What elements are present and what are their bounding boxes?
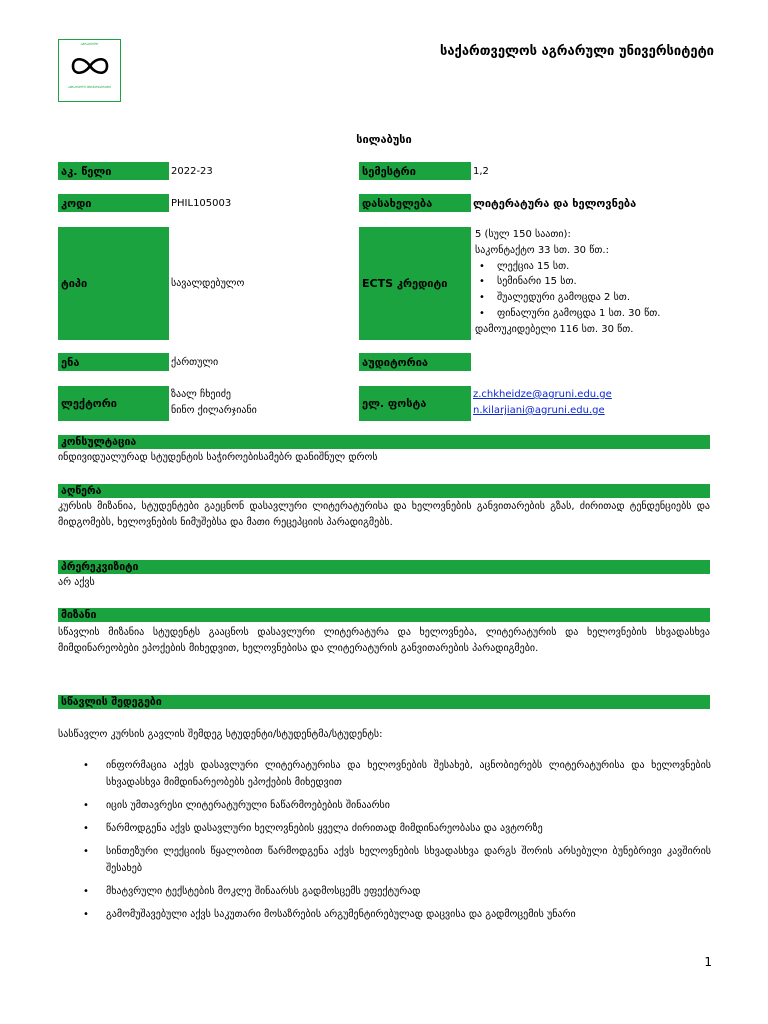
prerequisite-text: არ აქვს: [58, 577, 95, 588]
outcomes-list: [83, 757, 711, 929]
type-value: სავალდებულო: [171, 278, 245, 289]
ects-independent: დამოუკიდებელი 116 სთ. 30 წთ.: [475, 323, 634, 335]
list-item: • მხატვრული ტექსტების მოკლე შინაარსს გადმოსცემს ეფექტურად: [83, 883, 711, 900]
language-value: ქართული: [171, 356, 219, 368]
language-label: ენა: [58, 353, 169, 371]
prerequisite-heading: პრერეკვიზიტი: [58, 560, 710, 574]
description-heading: აღწერა: [58, 484, 710, 498]
code-label: კოდი: [58, 194, 169, 212]
year-label: აკ. წელი: [58, 162, 169, 180]
course-name-value: ლიტერატურა და ხელოვნება: [473, 196, 637, 210]
logo-top-text: ᲐᲒᲠᲐᲠᲣᲚᲘ: [80, 42, 99, 46]
list-item: • სემინარი 15 სთ.: [475, 274, 660, 290]
list-item: • სინთეზური ლექციის წყალობით წარმოდგენა აქვს ხელოვნების სხვადასხვა დარგს შორის არსებული ბუნებრივი კავშირის შესახებ: [83, 843, 711, 877]
semester-value: 1,2: [473, 165, 489, 177]
email-link[interactable]: n.kilarjiani@agruni.edu.ge: [473, 405, 605, 416]
code-value: PHIL105003: [171, 197, 232, 209]
lecturer-name: ზაალ ჩხეიძე: [171, 389, 231, 400]
page-title: სილაბუსი: [356, 133, 412, 146]
ects-contact: საკონტაქტო 33 სთ. 30 წთ.:: [475, 244, 609, 256]
description-text: კურსის მიზანია, სტუდენტები გაეცნონ დასავლური ლიტერატურისა და ხელოვნების განვითარების გზას, ძირითად ტენდენციებს და მიდგომებს, ხელოვნების ნიმუშებსა და მათი რეცეპციის პარადიგმებს.: [58, 501, 710, 528]
course-name-label: დასახელება: [359, 194, 471, 212]
outcomes-intro: სასწავლო კურსის გავლის შემდეგ სტუდენტი/სტუდენტმა/სტუდენტს:: [58, 729, 383, 740]
email-label: ელ. ფოსტა: [359, 386, 471, 421]
list-item: • წარმოდგენა აქვს დასავლური ხელოვნების ყველა ძირითად მიმდინარეობასა და ავტორზე: [83, 820, 711, 837]
list-item: • შუალედური გამოცდა 2 სთ.: [475, 290, 660, 306]
page-number: 1: [704, 955, 712, 969]
outcomes-heading: სწავლის შედეგები: [58, 695, 710, 709]
list-item: • ფინალური გამოცდა 1 სთ. 30 წთ.: [475, 306, 660, 322]
email-link[interactable]: z.chkheidze@agruni.edu.ge: [473, 389, 612, 400]
consultation-text: ინდივიდუალურად სტუდენტის საჭიროებისამებრ დანიშნულ დროს: [58, 452, 378, 463]
room-label: აუდიტორია: [359, 353, 471, 371]
ects-label: ECTS კრედიტი: [359, 227, 471, 340]
lecturer-label: ლექტორი: [58, 386, 169, 421]
list-item: • გამომუშავებული აქვს საკუთარი მოსაზრების არგუმენტირებულად დაცვისა და გადმოცემის უნარი: [83, 906, 711, 923]
list-item: • ინფორმაცია აქვს დასავლური ლიტერატურისა და ხელოვნების შესახებ, აცნობიერებს ლიტერატურისა და ხელოვნების სხვადასხვა მიმდინარეობებს ეპოქების მიხედვით: [83, 757, 711, 791]
email-links: [473, 387, 612, 419]
lecturer-name: ნინო ქილარჯიანი: [171, 405, 257, 416]
ects-details: [475, 227, 660, 338]
ects-breakdown-list: [475, 259, 660, 322]
list-item: • ლექცია 15 სთ.: [475, 259, 660, 275]
ects-total: 5 (სულ 150 საათი):: [475, 229, 571, 240]
year-value: 2022-23: [171, 165, 213, 177]
semester-label: სემესტრი: [359, 162, 471, 180]
goal-heading: მიზანი: [58, 608, 710, 622]
logo-bottom-text: ᲐᲒᲠᲐᲠᲣᲚᲘ ᲣᲜᲘᲕᲔᲠᲡᲘᲢᲔᲢᲘ: [68, 85, 111, 89]
type-label: ტიპი: [58, 227, 169, 340]
goal-text: სწავლის მიზანია სტუდენტს გააცნოს დასავლური ლიტერატურა და ხელოვნება, ლიტერატურის და ხელოვნების სხვადასხვა მიმდინარეობები ეპოქების მიხედვით, ხელოვნებისა და ლიტერატურის განვითარების პარადიგმები.: [58, 627, 710, 654]
list-item: • იცის უმთავრესი ლიტერატურული ნაწარმოებების შინაარსი: [83, 797, 711, 814]
infinity-icon: [65, 54, 115, 78]
university-logo: [58, 39, 121, 102]
university-name: საქართველოს აგრარული უნივერსიტეტი: [439, 44, 714, 59]
lecturer-names: [171, 387, 257, 419]
consultation-heading: კონსულტაცია: [58, 435, 710, 449]
